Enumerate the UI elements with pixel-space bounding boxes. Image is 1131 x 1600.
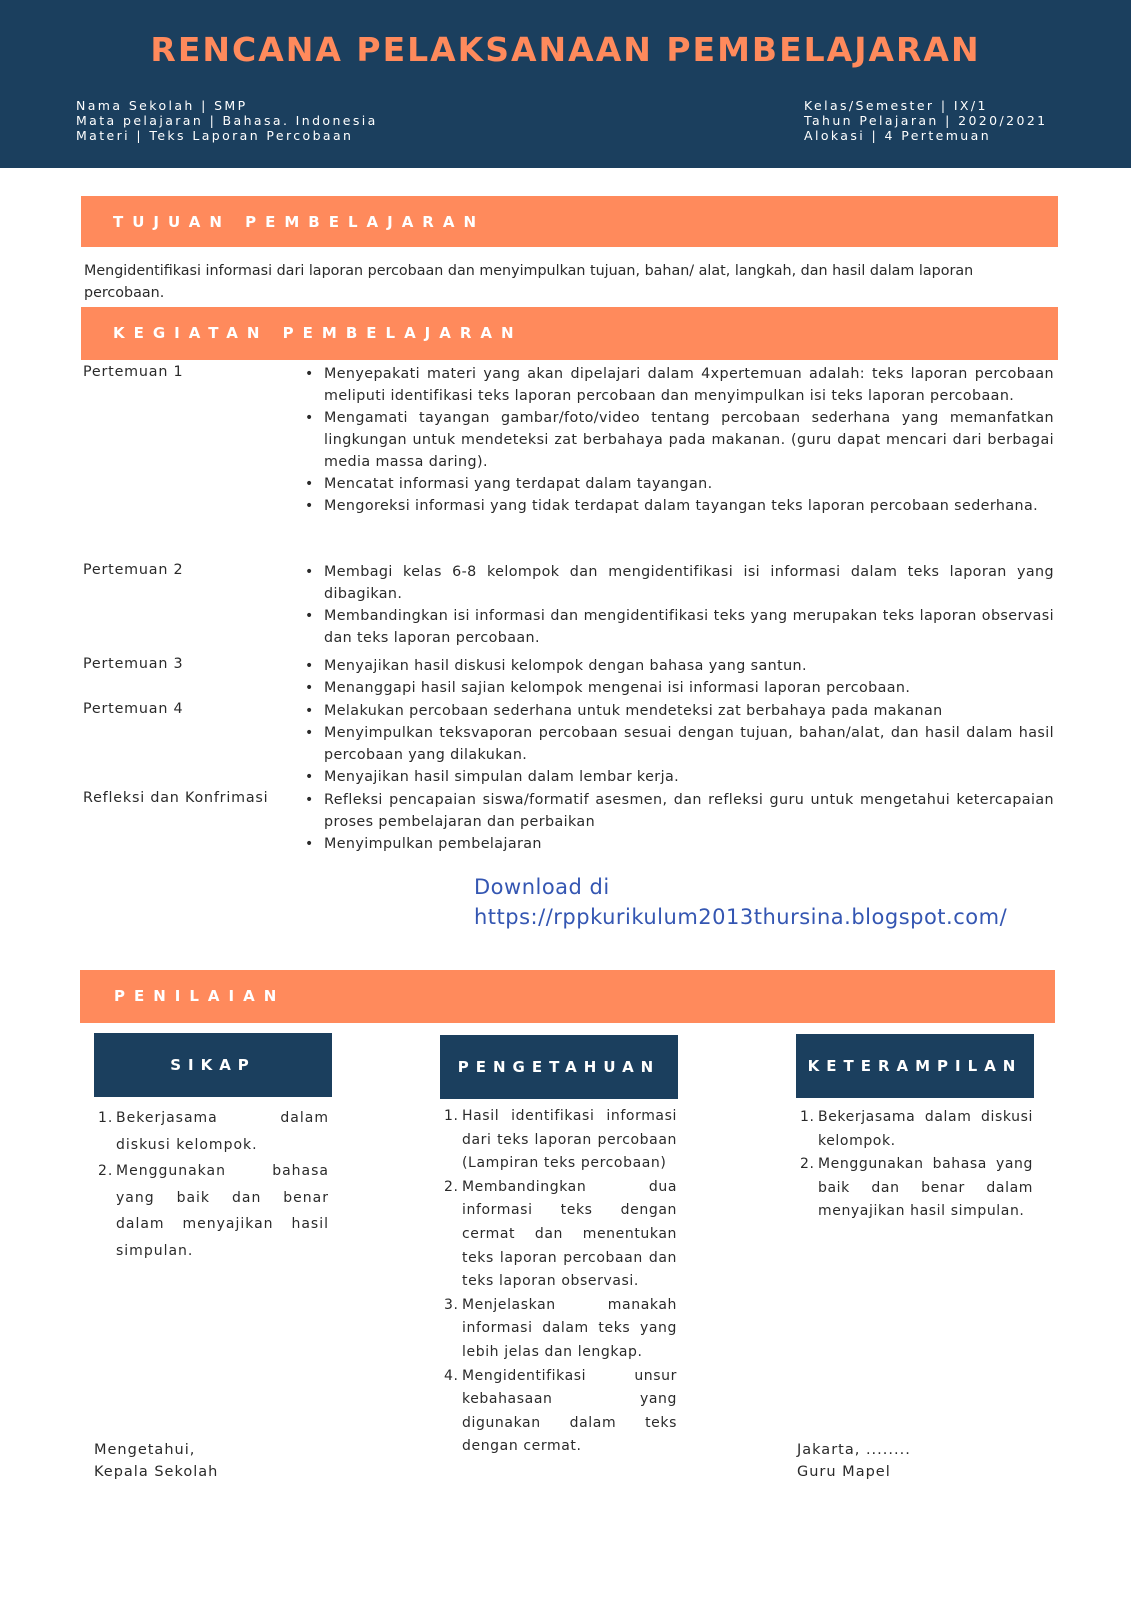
meta-kelas-semester: Kelas/Semester | IX/1 bbox=[804, 98, 988, 113]
row-label: Pertemuan 4 bbox=[83, 701, 184, 717]
list-item: • Melakukan percobaan sederhana untuk mendeteksi zat berbahaya pada makanan bbox=[302, 700, 1054, 722]
list-item: 2. Menggunakan bahasa yang baik dan benar dalam menyajikan hasil simpulan. bbox=[800, 1156, 1033, 1220]
penilaian-heading: PENILAIAN bbox=[114, 987, 286, 1005]
row-items bbox=[302, 700, 1054, 788]
list-item: 1. Hasil identifikasi informasi dari teks laporan percobaan (Lampiran teks percobaan) bbox=[444, 1108, 677, 1172]
kegiatan-heading: KEGIATAN PEMBELAJARAN bbox=[113, 324, 523, 342]
download-note bbox=[474, 872, 1007, 932]
row-label: Pertemuan 1 bbox=[83, 364, 184, 380]
tujuan-heading-band bbox=[81, 196, 1058, 247]
header-banner bbox=[0, 0, 1131, 168]
header-meta-right bbox=[804, 98, 1048, 143]
header-meta-left bbox=[76, 98, 378, 143]
row-items bbox=[302, 363, 1054, 517]
meta-materi: Materi | Teks Laporan Percobaan bbox=[76, 128, 354, 143]
signature-left-line2: Kepala Sekolah bbox=[94, 1464, 219, 1480]
row-items bbox=[302, 789, 1054, 855]
signature-left-line1: Mengetahui, bbox=[94, 1442, 196, 1458]
list-item: 2. Menggunakan bahasa yang baik dan benar dalam menyajikan hasil simpulan. bbox=[98, 1163, 329, 1259]
kegiatan-heading-band bbox=[81, 307, 1058, 360]
row-label: Pertemuan 3 bbox=[83, 656, 184, 672]
row-items bbox=[302, 561, 1054, 649]
page-title: RENCANA PELAKSANAAN PEMBELAJARAN bbox=[150, 30, 981, 69]
meta-nama-sekolah: Nama Sekolah | SMP bbox=[76, 98, 248, 113]
signature-right-line2: Guru Mapel bbox=[797, 1464, 891, 1480]
list-item: • Menyajikan hasil diskusi kelompok dengan bahasa yang santun. bbox=[302, 655, 1054, 677]
download-label: Download di bbox=[474, 875, 610, 899]
row-label: Pertemuan 2 bbox=[83, 562, 184, 578]
keterampilan-heading: KETERAMPILAN bbox=[796, 1034, 1034, 1098]
list-item: • Mencatat informasi yang terdapat dalam tayangan. bbox=[302, 473, 1054, 495]
sikap-heading: SIKAP bbox=[94, 1033, 332, 1097]
keterampilan-list bbox=[796, 1106, 1033, 1224]
signature-right bbox=[797, 1439, 911, 1483]
meta-tahun-pelajaran: Tahun Pelajaran | 2020/2021 bbox=[804, 113, 1048, 128]
list-item: • Menyimpulkan pembelajaran bbox=[302, 833, 1054, 855]
list-item: 2. Membandingkan dua informasi teks dengan cermat dan menentukan teks laporan percobaan dan teks laporan observasi. bbox=[444, 1178, 677, 1290]
list-item: 3. Menjelaskan manakah informasi dalam teks yang lebih jelas dan lengkap. bbox=[444, 1296, 677, 1360]
row-items bbox=[302, 655, 1054, 699]
list-item: 4. Mengidentifikasi unsur kebahasaan yang digunakan dalam teks dengan cermat. bbox=[444, 1367, 677, 1455]
row-label: Refleksi dan Konfrimasi bbox=[83, 790, 269, 806]
list-item: • Membandingkan isi informasi dan mengidentifikasi teks yang merupakan teks laporan observasi dan teks laporan percobaan. bbox=[302, 605, 1054, 649]
list-item: • Mengamati tayangan gambar/foto/video tentang percobaan sederhana yang memanfatkan lingkungan untuk mendeteksi zat berbahaya pada makanan. (guru dapat mencari dari berbagai media massa daring). bbox=[302, 407, 1054, 473]
list-item: • Refleksi pencapaian siswa/formatif asesmen, dan refleksi guru untuk mengetahui ketercapaian proses pembelajaran dan perbaikan bbox=[302, 789, 1054, 833]
meta-alokasi: Alokasi | 4 Pertemuan bbox=[804, 128, 992, 143]
sikap-list bbox=[94, 1105, 329, 1264]
download-link[interactable]: https://rppkurikulum2013thursina.blogspot.com/ bbox=[474, 905, 1008, 929]
signature-right-line1: Jakarta, ........ bbox=[797, 1442, 911, 1458]
list-item: 1. Bekerjasama dalam diskusi kelompok. bbox=[98, 1110, 329, 1153]
meta-mata-pelajaran: Mata pelajaran | Bahasa. Indonesia bbox=[76, 113, 378, 128]
tujuan-text: Mengidentifikasi informasi dari laporan percobaan dan menyimpulkan tujuan, bahan/ alat, langkah, dan hasil dalam laporan percobaan. bbox=[84, 263, 974, 301]
pengetahuan-heading: PENGETAHUAN bbox=[440, 1035, 678, 1099]
list-item: • Membagi kelas 6-8 kelompok dan mengidentifikasi isi informasi dalam teks laporan yang dibagikan. bbox=[302, 561, 1054, 605]
list-item: • Mengoreksi informasi yang tidak terdapat dalam tayangan teks laporan percobaan sederhana. bbox=[302, 495, 1054, 517]
list-item: • Menanggapi hasil sajian kelompok mengenai isi informasi laporan percobaan. bbox=[302, 677, 1054, 699]
signature-left bbox=[94, 1439, 218, 1483]
list-item: • Menyimpulkan teksvaporan percobaan sesuai dengan tujuan, bahan/alat, dan hasil dalam hasil percobaan yang dilakukan. bbox=[302, 722, 1054, 766]
pengetahuan-list bbox=[440, 1105, 677, 1459]
list-item: • Menyepakati materi yang akan dipelajari dalam 4xpertemuan adalah: teks laporan percobaan meliputi identifikasi teks laporan percobaan dan menyimpulkan isi teks laporan percobaan. bbox=[302, 363, 1054, 407]
tujuan-heading: TUJUAN PEMBELAJARAN bbox=[113, 213, 486, 231]
penilaian-heading-band bbox=[80, 970, 1055, 1023]
list-item: 1. Bekerjasama dalam diskusi kelompok. bbox=[800, 1109, 1033, 1149]
list-item: • Menyajikan hasil simpulan dalam lembar kerja. bbox=[302, 766, 1054, 788]
